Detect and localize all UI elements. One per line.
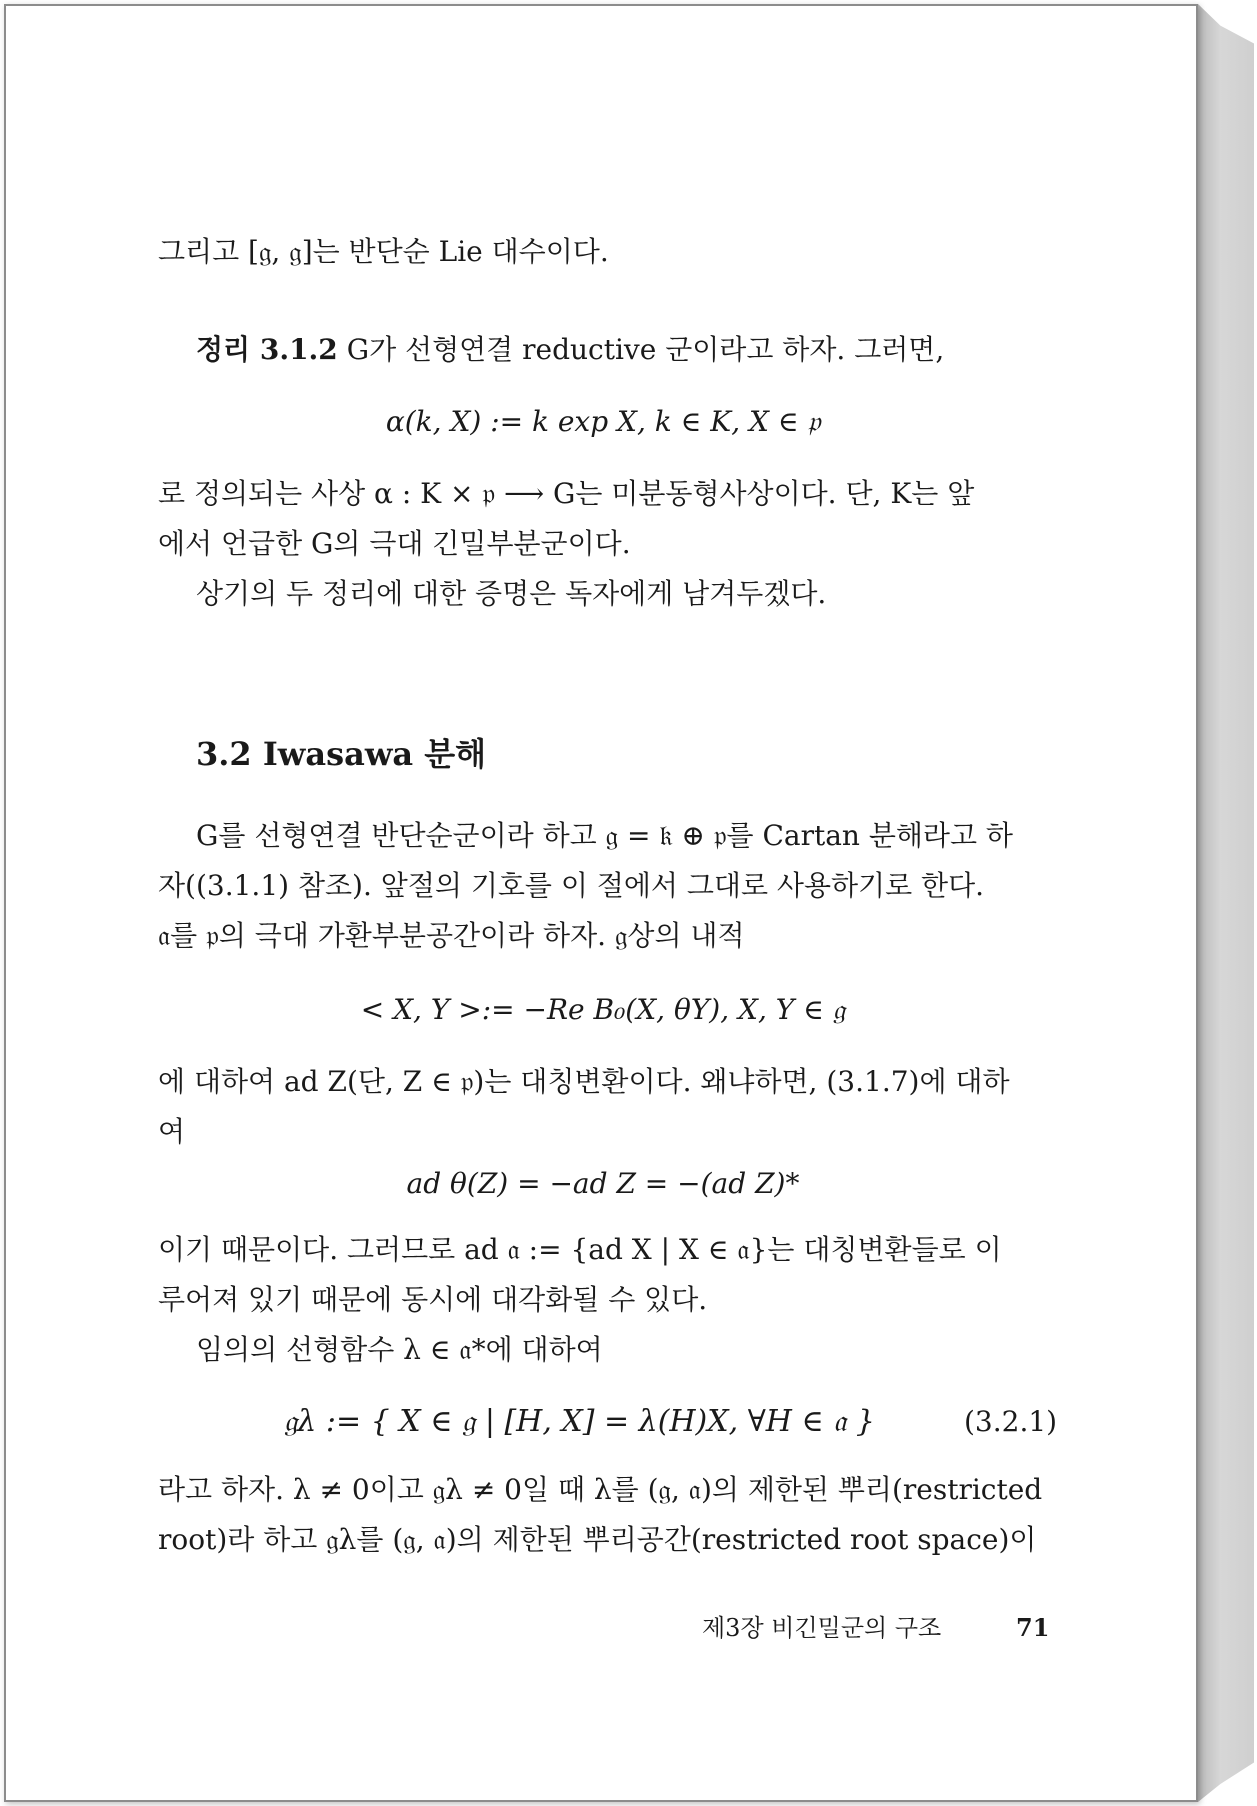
text-line: 에 대하여 ad Z(단, Z ∈ 𝔭)는 대칭변환이다. 왜냐하면, (3.1.7)에 대하 <box>158 1065 1010 1098</box>
equation-number: (3.2.1) <box>964 1405 1058 1438</box>
text-line: 이기 때문이다. 그러므로 ad 𝔞 := {ad X | X ∈ 𝔞}는 대칭변환들로 이 <box>158 1233 1002 1266</box>
equation-ad: ad θ(Z) = −ad Z = −(ad Z)* <box>406 1167 800 1200</box>
theorem-statement <box>196 332 944 368</box>
text-line: 상기의 두 정리에 대한 증명은 독자에게 남겨두겠다. <box>196 577 827 610</box>
section-heading: 3.2 Iwasawa 분해 <box>196 735 487 773</box>
text-line: root)라 하고 𝔤λ를 (𝔤, 𝔞)의 제한된 뿌리공간(restricted root space)이 <box>158 1523 1037 1556</box>
text-line: 자((3.1.1) 참조). 앞절의 기호를 이 절에서 그대로 사용하기로 한다. <box>158 869 985 902</box>
equation-inner-product: < X, Y >:= −Re B₀(X, θY), X, Y ∈ 𝔤 <box>360 993 846 1026</box>
text-line: 루어져 있기 때문에 동시에 대각화될 수 있다. <box>158 1283 708 1316</box>
text-line: 여 <box>158 1115 186 1148</box>
book-page <box>4 4 1198 1802</box>
text-line: 에서 언급한 G의 극대 긴밀부분군이다. <box>158 527 631 560</box>
theorem-text: G가 선형연결 reductive 군이라고 하자. 그러면, <box>346 333 945 366</box>
text-line: 라고 하자. λ ≠ 0이고 𝔤λ ≠ 0일 때 λ를 (𝔤, 𝔞)의 제한된 뿌리(restricted <box>158 1473 1043 1506</box>
theorem-label: 정리 3.1.2 <box>196 333 338 366</box>
text-line: G를 선형연결 반단순군이라 하고 𝔤 = 𝔨 ⊕ 𝔭를 Cartan 분해라고 하 <box>196 819 1013 852</box>
book-edge <box>1198 4 1254 1802</box>
equation-alpha: α(k, X) := k exp X, k ∈ K, X ∈ 𝔭 <box>385 405 821 438</box>
running-footer-chapter: 제3장 비긴밀군의 구조 <box>702 1614 942 1642</box>
equation-root-space: 𝔤λ := { X ∈ 𝔤 | [H, X] = λ(H)X, ∀H ∈ 𝔞 } <box>284 1404 875 1439</box>
text-line: 𝔞를 𝔭의 극대 가환부분공간이라 하자. 𝔤상의 내적 <box>158 919 745 952</box>
text-line: 그리고 [𝔤, 𝔤]는 반단순 Lie 대수이다. <box>158 235 609 268</box>
text-line: 로 정의되는 사상 α : K × 𝔭 ⟶ G는 미분동형사상이다. 단, K는 앞 <box>158 477 975 510</box>
text-line: 임의의 선형함수 λ ∈ 𝔞*에 대하여 <box>196 1333 603 1366</box>
page-number: 71 <box>1016 1613 1050 1642</box>
